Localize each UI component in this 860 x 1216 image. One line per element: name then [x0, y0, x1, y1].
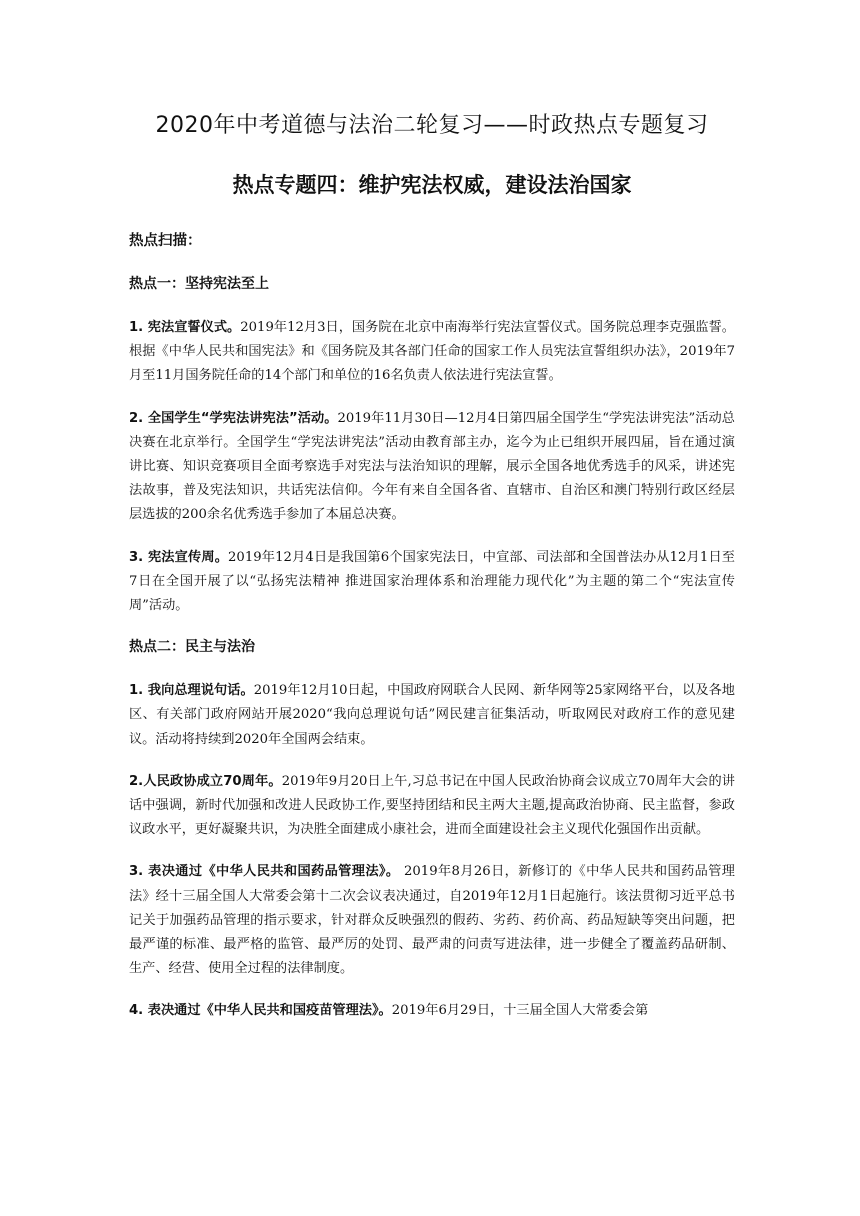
item-body: 2019年9月20日上午,习总书记在中国人民政治协商会议成立70周年大会的讲话中强调，新时代加强和改进人民政协工作,要坚持团结和民主两大主题,提高政治协商、民主监督，参政议政水平，更好凝聚共识，为决胜全面建成小康社会，进而全面建设社会主义现代化强国作出贡献。 [129, 773, 735, 838]
item-title: 3. 宪法宣传周。 [129, 549, 229, 565]
paragraph [129, 770, 735, 843]
paragraph [129, 316, 735, 389]
item-body: 2019年8月26日，新修订的《中华人民共和国药品管理法》经十三届全国人大常委会第十二次会议表决通过，自2019年12月1日起施行。该法贯彻习近平总书记关于加强药品管理的指示要求，针对群众反映强烈的假药、劣药、药价高、药品短缺等突出问题，把最严谨的标准、最严格的监管、最严厉的处罚、最严肃的问责写进法律，进一步健全了覆盖药品研制、生产、经营、使用全过程的法律制度。 [129, 864, 735, 977]
item-title: 1. 我向总理说句话。 [129, 683, 254, 699]
item-title: 1. 宪法宣誓仪式。 [129, 320, 241, 335]
paragraph [129, 679, 735, 752]
item-body: 2019年12月10日起，中国政府网联合人民网、新华网等25家网络平台，以及各地区、有关部门政府网站开展2020“我向总理说句话”网民建言征集活动，听取网民对政府工作的意见建议。活动将持续到2020年全国两会结束。 [129, 683, 735, 747]
item-title: 2. 全国学生“学宪法讲宪法”活动。 [129, 410, 338, 426]
paragraph [129, 860, 735, 981]
item-title: 4. 表决通过《中华人民共和国疫苗管理法》。 [129, 1003, 392, 1019]
section-label: 热点扫描： [129, 233, 202, 249]
item-body: 2019年12月3日，国务院在北京中南海举行宪法宣誓仪式。国务院总理李克强监誓。根据《中华人民共和国宪法》和《国务院及其各部门任命的国家工作人员宪法宣誓组织办法》，2019年7月至11月国务院任命的14个部门和单位的16名负责人依法进行宪法宣誓。 [129, 320, 735, 384]
paragraph [129, 546, 735, 619]
hotspot-heading: 热点二：民主与法治 [129, 639, 255, 656]
paragraph [129, 999, 735, 1023]
item-title: 3. 表决通过《中华人民共和国药品管理法》。 [129, 864, 400, 880]
paragraph [129, 407, 735, 528]
hotspot-heading: 热点一：坚持宪法至上 [129, 276, 269, 292]
item-body: 2019年6月29日，十三届全国人大常委会第 [391, 1003, 649, 1019]
item-body: 2019年11月30日—12月4日第四届全国学生“学宪法讲宪法”活动总决赛在北京举行。全国学生“学宪法讲宪法”活动由教育部主办，迄今为止已组织开展四届，旨在通过演讲比赛、知识竞赛项目全面考察选手对宪法与法治知识的理解，展示全国各地优秀选手的风采，讲述宪法故事，普及宪法知识，共话宪法信仰。今年有来自全国各省、直辖市、自治区和澳门特别行政区经层层选拔的200余名优秀选手参加了本届总决赛。 [129, 410, 735, 523]
item-body: 2019年12月4日是我国第6个国家宪法日，中宣部、司法部和全国普法办从12月1日至7日在全国开展了以“弘扬宪法精神 推进国家治理体系和治理能力现代化”为主题的第二个“宪法宣传周”活动。 [129, 549, 735, 614]
topic-title: 热点专题四：维护宪法权威，建设法治国家 [232, 173, 632, 197]
document-title: 2020年中考道德与法治二轮复习——时政热点专题复习 [155, 113, 709, 138]
item-title: 2.人民政协成立70周年。 [129, 773, 282, 789]
